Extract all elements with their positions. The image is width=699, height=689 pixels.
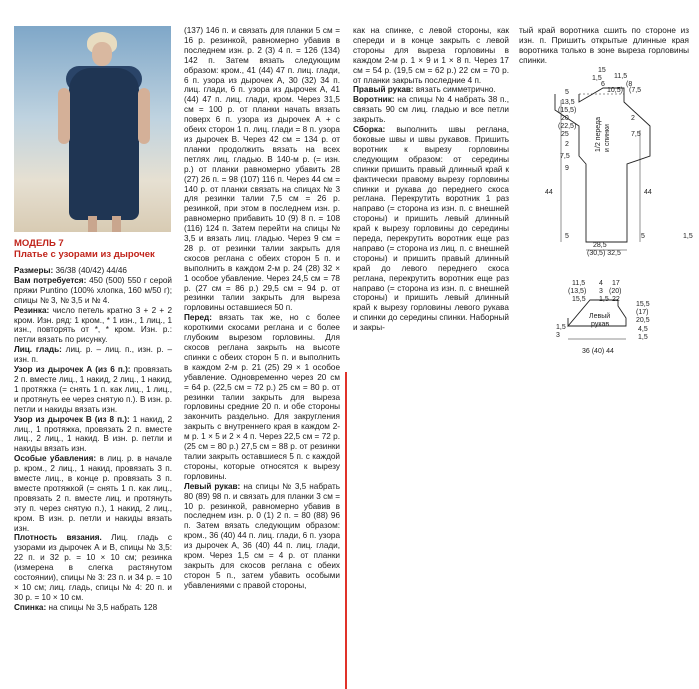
paragraph-heading: Плотность вязания. [14,533,102,543]
diagram1-top-measure: (8 [626,81,633,88]
paragraph-heading: Особые убавления: [14,454,97,464]
front-back-pattern [545,67,693,257]
diagram2-top-measure: (20) [609,288,622,295]
diagram2-right-measure: 15,5 [636,301,650,308]
paragraph-text: 450 (500) 550 г серой пряжи Puntino (100% хлопка, 160 м/50 г); спицы № 3, № 3,5 и № 4. [14,275,172,305]
diagram1-left-measure: 13,5 [561,99,575,106]
model-name: Платье с узорами из дырочек [14,249,155,260]
paragraph-text: 36/38 (40/42) 44/46 [53,266,127,275]
diagram1-top-measure: 10,5) [607,87,623,94]
diagram1-top-measure: (7,5 [629,87,642,94]
diagram2-top-measure: 11,5 [572,280,586,287]
paragraph-heading: Вам потребуется: [14,275,87,285]
paragraph-heading: Размеры: [14,266,54,275]
diagram1-top-measure: 15 [598,67,606,74]
diagram1-right-measure: 5 [641,233,645,240]
diagram1-left-measure: 9 [565,165,569,172]
diagram1-top-measure: 11,5 [614,73,628,80]
paragraph-heading: Лиц. гладь: [14,345,62,355]
diagram2-right-measure: (17) [636,309,649,316]
paragraph-text: выполнить швы реглана, боковые швы и швы рукавов. Пришить воротник к вырезу горловины следующим образом: от середины спинки пришить правый длинный край к фактически правому вырезу горловины спинки и рукава до переднего скоса реглана. Перекрутить воротник 1 раз направо (= сторона из изн. п. с внешней стороны) и пришить левый длинный край к вырезу горловины до середины переда, перекрутить воротник еще раз направо (= сторона из лиц. п. с внешней стороны) и пришить правый длинный край до левого переднего скоса реглана, перекрутить воротник еще раз направо (= сторона из изн. п. с внешней стороны) и пришить левый длинный край к вырезу горловины левого рукава и спинки до середины спинки. Наборный и закры- [353,125,509,333]
paragraph-text: на спицы № 4 набрать 38 п., связать 90 см лиц. гладью и все петли закрыть. [353,95,509,125]
front-back-bottom-2: (30,5) 32,5 [587,250,621,257]
front-back-bottom-1: 28,5 [593,242,607,249]
sleeve-label-2: рукав [591,321,610,328]
diagram2-left-measure: 3 [556,332,560,339]
diagram1-left-measure: 2 [565,141,569,148]
paragraph-heading: Воротник: [353,95,395,105]
paragraph-text: вязать симметрично. [413,85,496,95]
paragraph-text: на спицы № 3,5 набрать 80 (89) 98 п. и связать для планки 3 см = 10 р. резинкой, равномерно убавив в последнем изн. р. 0 (1) 2 п. = 80 (88) 96 п. Затем вязать следующим образом: кром., 36 (40) 44 п. лиц. глади, 6 п. узора из дырочек А, 36 (40) 44 п. лиц. глади, кром. Через 1,5 см = 4 р. от планки закрыть для скосов реглана с обеих сторон 5 п., затем убавить особыми убавлениями с правой стороны, [184,481,340,590]
diagram2-right-measure: 4,5 [638,326,648,333]
diagram2-top-measure: 22 [612,296,620,303]
paragraph-text: вязать так же, но с более короткими скосами реглана и с более глубоким вырезом горловины. Для скосов реглана закрыть на высоте спинки с обеих сторон 5 п. и выполнить в каждом 2-м р. 21 (25) 29 × 1 особое убавление. Одновременно через 20 см = 64 р. (22,5 см = 72 р.) 25 см = 80 р. от резинки талии закрыть для выреза горловины средние 20 п. и обе стороны закончить раздельно. Для закругления закрыть с внутреннего края в каждом 2-м р. 1 × 5 и 2 × 4 п. Через 22,5 см = 72 р. (25 см = 80 р.) 27,5 см = 88 р. от резинки талии закрыть оставшиеся 5 п. с каждой стороны, которые относятся к вырезу горловины. [184,313,340,481]
diagram2-top-measure: 4 [599,280,603,287]
paragraph-heading: Левый рукав: [184,481,241,491]
model-number: МОДЕЛЬ 7 [14,238,64,249]
diagram1-right-measure: 7,5 [631,131,641,138]
diagram2-right-measure: 20,5 [636,317,650,324]
paragraph-heading: Перед: [184,313,212,323]
paragraph-text: как на спинке, с левой стороны, как спереди и в конце закрыть с левой стороны для выреза горловины в каждом 2-м р. 1 × 9 и 1 × 8 п. Через 17 см = 54 р. (19,5 см = 62 р.) 22 см = 70 р. от планки закрыть последние 4 п. [353,26,509,85]
paragraph-text: 1 накид, 2 лиц., 1 протяжка, провязать 2 п. вместе лиц., 2 лиц., 1 накид. В изн. р. петли и накиды вязать изн. [14,414,173,454]
paragraph-text: тый край воротника сшить по стороне из изн. п. Пришить открытые длинные края воротника только в зоне выреза горловины спинки. [519,26,689,65]
diagram1-right-measure: 2 [631,115,635,122]
front-back-label-1: 1/2 переда [595,117,602,152]
diagram1-left-measure: (22,5) [558,123,577,130]
diagram1-left-measure: (15,5) [558,107,577,114]
paragraph-text: провязать 2 п. вместе лиц., 1 накид, 2 лиц., 1 накид, 1 протяжка (= снять 1 п. как лиц., 1 лиц., и протянуть ее через снятую п.). В изн. р. петли и накиды вязать изн. [14,365,172,414]
diagram2-top-measure: 17 [612,280,620,287]
diagram1-left-measure: 7,5 [560,153,570,160]
diagram1-right-measure: 1,5 [683,233,693,240]
sleeve-bottom: 36 (40) 44 [582,348,614,355]
paragraph-heading: Спинка: [14,602,47,612]
paragraph-text: число петель кратно 3 + 2 + 2 кром. Изн. ряд: 1 кром., * 1 изн., 1 лиц., 1 изн., повторять от *, * кром. Изн. р.: петли вязать по рисунку. [14,305,172,345]
diagram1-left-measure: 25 [561,131,569,138]
diagram2-top-measure: 3 [599,288,603,295]
sleeve-pattern [556,280,650,355]
diagram1-top-measure: 6 [601,81,605,88]
paragraph-text: Лиц. гладь с узорами из дырочек А и В, спицы № 3,5: 22 п. и 32 р. = 10 × 10 см; резинка (измерена в слегка растянутом состоянии), спицы № 3: 23 п. и 34 р. = 10 × 10 см; лиц. гладь, спицы № 4: 20 п. и 30 р. = 10 × 10 см. [14,533,172,602]
paragraph-heading: Узор из дырочек В (из 8 п.): [14,414,130,424]
diagram2-top-measure: 15,5 [572,296,586,303]
front-back-label-2: и спинки [604,124,611,152]
paragraph-heading: Сборка: [353,125,386,135]
paragraph-text: лиц. р. – лиц. п., изн. р. – изн. п. [14,345,173,365]
paragraph-text: на спицы № 3,5 набрать 128 [46,602,158,612]
diagram1-top-measure: 1,5 [592,75,602,82]
diagram1-left-measure: 44 [545,189,553,196]
paragraph-text: (137) 146 п. и связать для планки 5 см = 16 р. резинкой, равномерно убавив в последнем изн. р. 2 (3) 4 п. = 126 (134) 142 п. Затем вязать следующим образом: кром., 41 (44) 47 п. лиц. глади, 6 п. узора из дырочек А, 30 (32) 34 п. лиц. глади, 6 п. узора из дырочек А, 41 (44) 47 п. лиц. глади, кром. Через 31,5 см = 100 р. от планки начать вязать поверх 6 п. узора из дырочек А + с обеих сторон 1 п. лиц. глади = 8 п. узора из дырочек В. Через 42 см = 134 р. от планки продолжить вязать на всех петлях лиц. гладью. В 140-м р. (= изн. р.) от планки равномерно убавить 28 (27) 26 п. = 98 (107) 116 п. Через 44 см = 140 р. от планки связать на спицах № 3 для резинки талии 7,5 см = 26 р. резинкой, при этом в последнем изн. р. равномерно прибавить 10 (9) 8 п. = 108 (116) 124 п. Затем перейти на спицы № 3,5 и вязать лиц. гладью. Через 9 см = 28 р. от резинки талии закрыть для скосов реглана с обеих сторон 5 п. и выполнить в каждом 2-м р. 24 (28) 32 × 1 особое убавление. Через 24,5 см = 78 р. (27 см = 86 р.) 29,5 см = 94 р. от резинки талии закрыть для выреза горловины оставшиеся 50 п. [184,26,340,313]
sleeve-label-1: Левый [589,313,611,320]
diagram2-right-measure: 1,5 [638,334,648,341]
diagram2-left-measure: 1,5 [556,324,566,331]
paragraph-text: в лиц. р. в начале р. кром., 2 лиц., 1 накид, провязать 3 п. вместе лиц., в конце р. провязать 3 п. вместе протяжкой (= снять 1 п. как лиц., провязать 2 п. вместе лиц. и протянуть эту п. через снятую п.), 1 накид, 2 лиц., кром. В изн. р. петли и накиды вязать изн. [14,454,172,533]
diagram1-left-measure: 5 [565,89,569,96]
diagram2-top-measure: (13,5) [568,288,587,295]
diagram1-left-measure: 20 [561,115,569,122]
diagram2-top-measure: 1,5 [599,296,609,303]
diagram1-left-measure: 5 [565,233,569,240]
paragraph-heading: Узор из дырочек А (из 6 п.): [14,365,131,375]
paragraph-heading: Резинка: [14,305,50,315]
diagram1-right-measure: 44 [644,189,652,196]
paragraph-heading: Правый рукав: [353,85,414,95]
